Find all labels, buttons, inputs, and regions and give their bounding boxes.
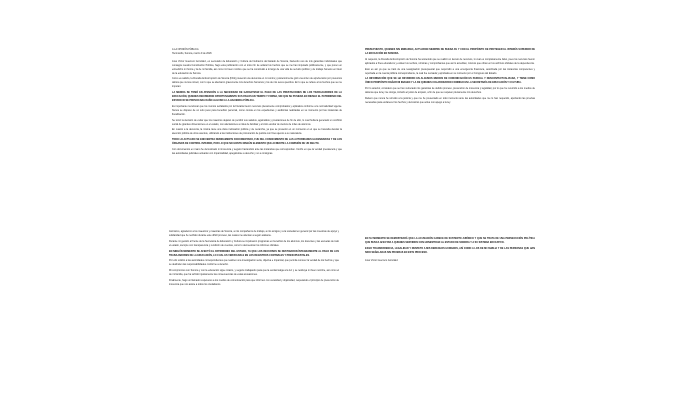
paragraph: En cuanto a la denuncia, la misma tiene una clara motivación política y de revancha, ya que se presentó en un momento en el que se buscaba desviar la atención pública de otros asuntos, utilizando a las instituciones de procuración de justicia con fines ajenos a su naturaleza. (172, 128, 342, 136)
letter-page-3 (4, 214, 342, 416)
letter-addressee: A LA OPINIÓN PÚBLICA (172, 48, 199, 51)
paragraph: José Víctor Guerrero González, ex secretario de Educación y Cultura del Gobierno del Estado de Sonora, haciendo uso de mis garantías individuales que consagra nuestra Constitución Política, hago esta publicación con el único fin de aclarar los hechos que se me han imputado públicamente, y que ponen en entredicho mi honra y la de mi familia, así como mi buen nombre que se ha construido a lo largo de una vida de servicio público y de trabajo honesto en favor de la educación de Sonora. (172, 59, 342, 75)
letter-header (172, 48, 342, 56)
paragraph-bold-text: EN SU MOMENTO SE DEMOSTRARÁ QUE LA ACUSACIÓN CARECE DE SUSTENTO JURÍDICO Y QUE SE TRATA DE UNA PERSECUCIÓN POLÍTICA QUE BUSCA AFECTAR A QUIENES SERVIMOS CON HONESTIDAD AL ESTADO DE SONORA Y A SU SISTEMA EDUCATIVO. (365, 237, 535, 244)
paragraph: Es importante mencionar que los montos señalados por la Fiscalía fueron recursos plenamente comprobados y aplicados conforme a la normatividad vigente. Nunca se dispuso de un solo peso para beneficio personal, como consta en los expedientes y auditorías realizadas en su momento por las instancias de fiscalización. (172, 104, 342, 116)
paragraph-bold-text: TODO LO ACTUADO SE ENCUENTRA DEBIDAMENTE DOCUMENTADO, FUE DEL CONOCIMIENTO DE LAS AUTORIDADES HACENDARIAS Y DE LOS ÓRGANOS DE CONTROL INTERNO, POR LO QUE NO EXISTE NINGÚN ELEMENTO QUE ACREDITE LA COMISIÓN DE UN DELITO. (172, 138, 342, 146)
paragraph: Como es sabido, la Fiscalía Anticorrupción de Sonora (FAS) presentó una denuncia en mi contra y posteriormente giró una orden de aprehensión por presuntos delitos que nunca cometí, con lo que se afectaron gravemente mis derechos humanos y los de mis seres queridos. En lo que se refiere a los hechos que se me imputan: (172, 77, 342, 89)
paragraph-bold (365, 48, 535, 56)
paragraph-bold (172, 138, 342, 146)
paragraph-bold (365, 247, 535, 255)
paragraph-bold-text: LA MEDIDA SE TOMÓ EN ATENCIÓN A LA NECESIDAD DE GARANTIZAR EL PAGO DE LAS PRESTACIONES DE LOS TRABAJADORES DE LA EDUCACIÓN, QUIENES RECIBIERON OPORTUNAMENTE SUS PAGOS EN TIEMPO Y FORMA, SIN QUE SE PUSIERA EN RIESGO EL PATRIMONIO DEL ESTADO NI SE PROVOCARA DAÑO ALGUNO A LA HACIENDA PÚBLICA. (172, 91, 342, 102)
paragraph: Se tomó la decisión de evitar que los maestros dejaran de percibir sus salarios, aguinaldos y prestaciones de fin de año, lo cual hubiera generado un conflicto social de grandes dimensiones en el estado, con afectaciones a miles de familias y al ciclo escolar de cientos de miles de alumnos. (172, 118, 342, 126)
page-2-text-column (365, 48, 535, 107)
letter-page-4 (356, 214, 694, 416)
letter-page-1 (4, 4, 342, 206)
page-1-text-column (172, 48, 342, 158)
paragraph: Durante mi gestión al frente de la Secretaría de Educación y Cultura se impulsaron programas en beneficio de los alumnos, los docentes y las escuelas de todo el estado, siempre con transparencia y rendición de cuentas, como lo demuestran los informes oficiales. (169, 239, 339, 247)
paragraph-bold-text: EN NINGÚN MOMENTO SE AFECTÓ EL PATRIMONIO DEL ESTADO, YA QUE LOS RECURSOS SE DESTINARON ÍNTEGRAMENTE AL PAGO DE LOS TRABAJADORES DE LA EDUCACIÓN, LO CUAL ES VERIFICABLE EN LOS REGISTROS CONTABLES Y PRESUPUESTALES. (169, 249, 339, 257)
paragraph-bold (172, 91, 342, 103)
paragraph: Reitero que nunca he rehuido a la justicia y que me he presentado en todo momento ante las autoridades que me lo han requerido, aportando las pruebas necesarias para esclarecer los hechos y demostrar que actué con apego a la ley. (365, 97, 535, 104)
paragraph-bold-text: EXIJO TRANSPARENCIA, LEGALIDAD Y RESPETO A MIS DERECHOS HUMANOS, ASÍ COMO A LOS DE MI FAMILIA Y DE LAS PERSONAS QUE HAN SIDO SEÑALADAS SIN PRUEBAS EN ESTE PROCESO. (365, 246, 535, 254)
letter-date: Hermosillo, Sonora, marzo 9 de 2026 (172, 51, 212, 55)
paragraph-bold-text: LA INFORMACIÓN QUE SE HA DIFUNDIDO EN ALGUNOS MEDIOS DE COMUNICACIÓN ES PARCIAL Y DESCONTEXTUALIZADA, Y TIENE COMO ÚNICO PROPÓSITO DAÑAR MI IMAGEN Y LA DE QUIENES COLABORARON CONMIGO EN LA SECRETARÍA DE EDUCACIÓN Y CULTURA. (365, 77, 535, 85)
paragraph: Al respecto, la Fiscalía Anticorrupción de Sonora ha sostenido que se realizó un desvío de recursos, lo cual es completamente falso, pues los recursos fueron aplicados a fines educativos y existen los recibos, nóminas y comprobantes que así lo acreditan, mismos que obran en los archivos oficiales de la dependencia. (365, 57, 535, 65)
paragraph-bold-text: PRESUPUESTO, QUIENES SIN EMBARGO, ACTUARON SIEMPRE DE BUENA FE Y CON EL PROPÓSITO DE PROTEGER EL INTERÉS SUPERIOR DE LA EDUCACIÓN EN SONORA. (365, 48, 535, 55)
paragraph: Con documentos en mano he demostrado mi inocencia y seguiré haciéndolo ante las instancias que correspondan. Confío en que la verdad prevalecerá y que las autoridades judiciales actuarán con imparcialidad, apegándose a derecho y no a consignas. (172, 148, 342, 155)
paragraph: Esto es así ya que se trató de una reasignación presupuestal que respondió a una emergencia financiera, autorizada por las instancias competentes y reportada en la cuenta pública correspondiente, la cual fue revisada y aprobada en su momento por el Congreso del Estado. (365, 67, 535, 75)
paragraph: Por ello solicito a las autoridades correspondientes que realicen una investigación seria, objetiva e imparcial, que permita conocer la verdad de los hechos y que se deslinden las responsabilidades conforme a derecho. (169, 259, 339, 267)
page-3-text-column (169, 230, 339, 289)
page-4-text-column (365, 237, 535, 263)
paragraph-bold (169, 250, 339, 258)
paragraph: Mi compromiso con Sonora y con la educación sigue intacto, y seguiré trabajando para que la verdad salga a la luz y se restituya mi buen nombre, así como el de mi familia, que ha sufrido injustamente las consecuencias de estas acusaciones. (169, 269, 339, 277)
letter-page-2 (356, 4, 694, 206)
paragraph: Asimismo, agradezco a los maestros y maestras de Sonora, a mis compañeros de trabajo, a mis amigos y a la sociedad en general por las muestras de apoyo y solidaridad que he recibido durante este difícil proceso, las cuales me alientan a seguir adelante. (169, 230, 339, 237)
paragraph: Por lo anterior, considero que se han vulnerado mis garantías de debido proceso, presunción de inocencia y legalidad, por lo que he recurrido a los medios de defensa que la ley me otorga, incluido el juicio de amparo, a fin de que se respeten plenamente mis derechos. (365, 87, 535, 95)
paragraph-bold (365, 77, 535, 85)
signature-name: José Víctor Guerrero González (365, 258, 398, 262)
paragraph-bold (365, 237, 535, 245)
paragraph: Finalmente, hago un llamado respetuoso a los medios de comunicación para que informen con veracidad y objetividad, respetando el principio de presunción de inocencia que nos asiste a todos los ciudadanos. (169, 279, 339, 286)
